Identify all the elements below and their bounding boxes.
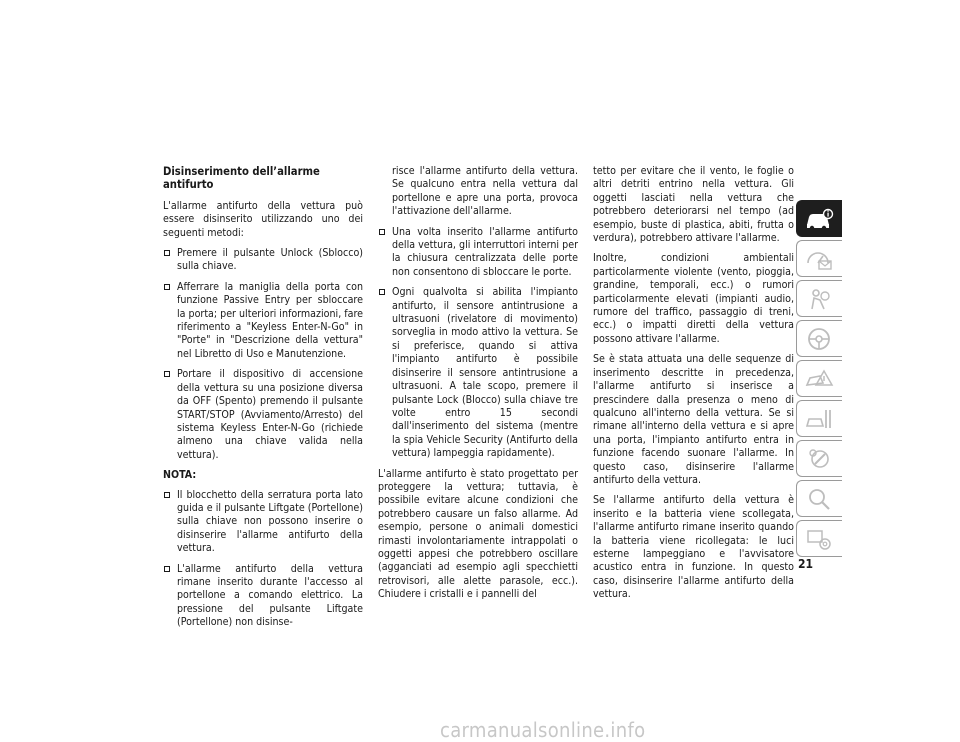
false-alarm-paragraph-continued: tetto per evitare che il vento, le foglie o altri detriti entrino nella vettura. Gli oggetti lasciati nella vettura che potrebbero deteriorarsi nel tempo (ad esempio, buste di plastica, abiti, frutta o verdura), potrebbero attivare l'allarme. — [593, 165, 794, 245]
method-item: Premere il pulsante Unlock (Sblocco) sulla chiave. — [163, 247, 363, 274]
notes-list-continued — [378, 226, 578, 461]
car-info-icon — [804, 205, 834, 233]
tab-multimedia[interactable] — [796, 520, 842, 557]
tab-emergency[interactable] — [796, 360, 842, 397]
chapter-tabs — [796, 200, 842, 560]
note-label: NOTA: — [163, 469, 197, 482]
column-3 — [593, 165, 794, 609]
tab-technical-data[interactable] — [796, 440, 842, 477]
car-service-tools-icon — [804, 405, 834, 433]
false-alarm-paragraph: L'allarme antifurto è stato progettato per proteggere la vettura; tuttavia, è possibile evitare alcune condizioni che potrebbero causare un falso allarme. Ad esempio, persone o animali domestici rimasti involontariamente intrappolati o oggetti appesi che potrebbero oscillare (agganciati ad esempio agli specchietti retrovisori, alle alette parasole, ecc.). Chiudere i cristalli e i pannelli del — [378, 467, 578, 601]
tab-index[interactable] — [796, 480, 842, 517]
occupant-paragraph: Se è stata attuata una delle sequenze di inserimento descritte in precedenza, l'allarme antifurto si inserisce a prescindere dalla presenza o meno di qualcuno all'interno della vettura. Se si rimane all'interno della vettura e si apre una porta, l'impianto antifurto entra in funzione facendo suonare l'allarme. In questo caso, disinserire l'allarme antifurto della vettura. — [593, 353, 794, 486]
column-2 — [378, 165, 578, 609]
note-item: Ogni qualvolta si abilita l'impianto antifurto, il sensore antintrusione a ultrasuoni (rivelatore di movimento) sorveglia in modo attivo la vettura. Se si preferisce, quando si attiva l'impianto antifurto è possibile disinserire il sensore antintrusione a ultrasuoni. A tale scopo, premere il pulsante Lock (Blocco) sulla chiave tre volte entro 15 secondi dall'inserimento del sistema (mentre la spia Vehicle Security (Antifurto della vettura) lampeggia rapidamente). — [378, 286, 578, 460]
note-continuation: risce l'allarme antifurto della vettura. Se qualcuno entra nella vettura dal portellone e apre una porta, provoca l'attivazione dell'allarme. — [392, 165, 578, 218]
watermark: carmanualsonline.info — [440, 718, 646, 742]
tab-starting-driving[interactable] — [796, 320, 842, 357]
tab-dashboard[interactable] — [796, 240, 842, 277]
method-item: Portare il dispositivo di accensione della vettura su una posizione diversa da OFF (Spento) premendo il pulsante START/STOP (Avviamento/Arresto) del sistema Keyless Enter-N-Go (richiede almeno una chiave valida nella vettura). — [163, 368, 363, 462]
page-number: 21 — [798, 557, 814, 571]
airbag-seat-icon — [804, 285, 834, 313]
note-item: Una volta inserito l'allarme antifurto della vettura, gli interruttori interni per la chiusura centralizzata delle porte non consentono di sbloccare le porte. — [378, 226, 578, 280]
steering-wheel-icon — [804, 325, 834, 353]
note-item: L'allarme antifurto della vettura rimane inserito durante l'accesso al portellone a comando elettrico. La pressione del pulsante Liftgate (Portellone) non disinse- — [163, 563, 363, 630]
method-item: Afferrare la maniglia della porta con funzione Passive Entry per sbloccare la porta; per ulteriori informazioni, fare riferimento a "Keyless Enter-N-Go" in "Porte" in "Descrizione della vettura" nel Libretto di Uso e Manutenzione. — [163, 281, 363, 361]
tab-safety[interactable] — [796, 280, 842, 317]
disarm-methods-list — [163, 247, 363, 462]
tab-servicing[interactable] — [796, 400, 842, 437]
note-item: Il blocchetto della serratura porta lato guida e il pulsante Liftgate (Portellone) sulla chiave non possono inserire o disinserire l'allarme antifurto della vettura. — [163, 489, 363, 556]
column-1 — [163, 165, 363, 637]
intro-paragraph: L'allarme antifurto della vettura può essere disinserito utilizzando uno dei seguenti metodi: — [163, 199, 363, 239]
section-title: Disinserimento dell’allarme antifurto — [163, 165, 320, 192]
multimedia-settings-icon — [804, 525, 834, 553]
battery-paragraph: Se l'allarme antifurto della vettura è inserito e la batteria viene scollegata, l'allarme antifurto rimane inserito quando la batteria viene ricollegata: le luci esterne lampeggiano e l'avvisatore acustico entra in funzione. In questo caso, disinserire l'allarme antifurto della vettura. — [593, 494, 794, 601]
dashboard-lights-icon — [804, 245, 834, 273]
car-crash-warning-icon — [804, 365, 834, 393]
tab-vehicle-info[interactable] — [796, 200, 842, 237]
notes-list — [163, 489, 363, 630]
magnifier-index-icon — [804, 485, 834, 513]
environment-paragraph: Inoltre, condizioni ambientali particolarmente violente (vento, pioggia, grandine, temporali, ecc.) o rumori particolarmente elevati (impianti audio, rumore del traffico, passaggio di treni, ecc.) o impatti diretti della vettura possono attivare l'allarme. — [593, 252, 794, 345]
wrench-maintenance-icon — [804, 445, 834, 473]
